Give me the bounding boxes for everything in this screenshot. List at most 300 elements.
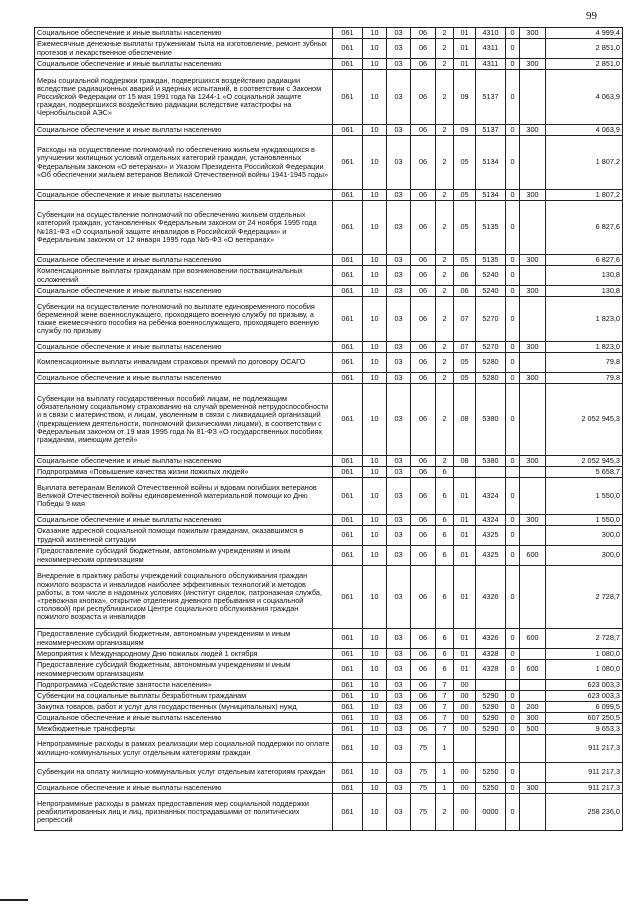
row-code xyxy=(520,353,546,373)
row-code: 00 xyxy=(454,724,476,735)
row-code: 5380 xyxy=(476,384,506,456)
table-row xyxy=(35,783,623,794)
row-code: 01 xyxy=(454,526,476,546)
row-code: 03 xyxy=(387,794,411,831)
row-code: 03 xyxy=(387,384,411,456)
row-amount: 4 999,4 xyxy=(546,28,623,39)
row-code: 061 xyxy=(333,136,363,190)
row-amount: 1 807,2 xyxy=(546,136,623,190)
row-code xyxy=(520,39,546,59)
row-code: 061 xyxy=(333,660,363,680)
row-description: Предоставление субсидий бюджетным, автономным учреждениям и иным некоммерческим организациям xyxy=(35,629,333,649)
row-code: 2 xyxy=(436,125,454,136)
row-code: 0 xyxy=(506,125,520,136)
row-code: 061 xyxy=(333,794,363,831)
row-code: 300 xyxy=(520,125,546,136)
row-code: 06 xyxy=(411,136,436,190)
row-code: 061 xyxy=(333,353,363,373)
row-code: 03 xyxy=(387,70,411,125)
row-amount: 300,0 xyxy=(546,526,623,546)
row-code: 061 xyxy=(333,680,363,691)
row-code: 0 xyxy=(506,190,520,201)
row-code xyxy=(520,763,546,783)
row-code: 061 xyxy=(333,724,363,735)
row-code: 03 xyxy=(387,467,411,478)
row-code: 01 xyxy=(454,59,476,70)
row-code: 300 xyxy=(520,255,546,266)
row-code: 0 xyxy=(506,456,520,467)
row-code: 06 xyxy=(454,266,476,286)
table-row xyxy=(35,125,623,136)
row-code: 06 xyxy=(411,467,436,478)
row-code: 03 xyxy=(387,266,411,286)
row-code xyxy=(454,735,476,763)
row-description: Выплата ветеранам Великой Отечественной войны и вдовам погибших ветеранов Великой Отечественной войны единовременной материальной помощи ко Дню Победы 9 мая xyxy=(35,478,333,515)
table-row xyxy=(35,353,623,373)
row-code: 06 xyxy=(411,28,436,39)
row-code: 2 xyxy=(436,136,454,190)
row-code: 7 xyxy=(436,680,454,691)
row-code xyxy=(520,266,546,286)
row-code: 0 xyxy=(506,724,520,735)
row-code: 2 xyxy=(436,28,454,39)
row-code xyxy=(520,794,546,831)
row-code: 06 xyxy=(411,201,436,255)
row-code: 300 xyxy=(520,515,546,526)
row-code: 4324 xyxy=(476,478,506,515)
row-code: 061 xyxy=(333,629,363,649)
row-amount: 607 250,5 xyxy=(546,713,623,724)
table-row xyxy=(35,467,623,478)
row-amount: 6 827,6 xyxy=(546,255,623,266)
row-code: 5380 xyxy=(476,456,506,467)
row-amount: 911 217,3 xyxy=(546,763,623,783)
row-code xyxy=(520,70,546,125)
row-code: 10 xyxy=(363,783,387,794)
row-code: 03 xyxy=(387,713,411,724)
row-amount: 623 003,3 xyxy=(546,691,623,702)
row-description: Субвенции на социальные выплаты безработным гражданам xyxy=(35,691,333,702)
row-code: 5240 xyxy=(476,286,506,297)
table-row xyxy=(35,70,623,125)
row-description: Субвенции на осуществление полномочий по выплате единовременного пособия беременной жене военнослужащего, проходящего военную службу по призыву, а также ежемесячного пособия на ребёнка военнослужащего, проходящего военную службу по призыву xyxy=(35,297,333,342)
row-code: 10 xyxy=(363,702,387,713)
row-code: 75 xyxy=(411,783,436,794)
row-code xyxy=(506,735,520,763)
row-code: 2 xyxy=(436,70,454,125)
row-code: 10 xyxy=(363,286,387,297)
row-code: 10 xyxy=(363,342,387,353)
row-code: 03 xyxy=(387,680,411,691)
row-amount: 9 653,3 xyxy=(546,724,623,735)
row-code: 03 xyxy=(387,373,411,384)
row-amount: 2 851,0 xyxy=(546,59,623,70)
row-code: 5290 xyxy=(476,724,506,735)
row-code: 4325 xyxy=(476,526,506,546)
row-code: 200 xyxy=(520,702,546,713)
row-code: 05 xyxy=(454,255,476,266)
row-code: 4328 xyxy=(476,660,506,680)
row-amount: 130,8 xyxy=(546,286,623,297)
row-code: 061 xyxy=(333,28,363,39)
row-code: 061 xyxy=(333,286,363,297)
row-code: 10 xyxy=(363,467,387,478)
table-row xyxy=(35,190,623,201)
row-amount: 300,0 xyxy=(546,546,623,566)
row-code: 061 xyxy=(333,546,363,566)
row-code: 061 xyxy=(333,515,363,526)
table-row xyxy=(35,794,623,831)
row-amount: 1 823,0 xyxy=(546,297,623,342)
row-code: 10 xyxy=(363,735,387,763)
row-code: 06 xyxy=(411,342,436,353)
row-code: 03 xyxy=(387,763,411,783)
row-code: 061 xyxy=(333,59,363,70)
row-code: 0 xyxy=(506,649,520,660)
row-code: 1 xyxy=(436,783,454,794)
row-code: 7 xyxy=(436,713,454,724)
row-code: 4311 xyxy=(476,39,506,59)
table-row xyxy=(35,136,623,190)
row-code: 03 xyxy=(387,735,411,763)
row-code: 10 xyxy=(363,28,387,39)
row-code: 2 xyxy=(436,373,454,384)
row-code: 0 xyxy=(506,515,520,526)
row-code: 6 xyxy=(436,546,454,566)
row-amount: 130,8 xyxy=(546,266,623,286)
row-description: Меры социальной поддержки граждан, подвергшихся воздействию радиации вследствие радиационных аварий и ядерных испытаний, в соответствии с Законом Российской Федерации от 15 мая 1991 года № 1244-1 «О социальной защите граждан, подвергшихся воздействию радиации вследствие катастрофы на Чернобыльской АЭС» xyxy=(35,70,333,125)
row-code: 06 xyxy=(454,286,476,297)
row-code: 7 xyxy=(436,691,454,702)
row-code: 08 xyxy=(454,384,476,456)
table-row xyxy=(35,546,623,566)
row-code: 6 xyxy=(436,649,454,660)
row-code: 2 xyxy=(436,255,454,266)
row-code: 10 xyxy=(363,70,387,125)
row-description: Компенсационные выплаты гражданам при возникновении поствакцинальных осложнений xyxy=(35,266,333,286)
row-code: 75 xyxy=(411,735,436,763)
row-code: 03 xyxy=(387,255,411,266)
row-code: 10 xyxy=(363,125,387,136)
table-row xyxy=(35,763,623,783)
row-code: 01 xyxy=(454,39,476,59)
row-code: 09 xyxy=(454,125,476,136)
row-code: 00 xyxy=(454,763,476,783)
row-code: 03 xyxy=(387,783,411,794)
row-code: 2 xyxy=(436,201,454,255)
table-row xyxy=(35,526,623,546)
row-amount: 2 851,0 xyxy=(546,39,623,59)
row-code: 5137 xyxy=(476,125,506,136)
row-code: 01 xyxy=(454,566,476,629)
row-code: 5134 xyxy=(476,136,506,190)
row-code xyxy=(520,384,546,456)
row-code: 061 xyxy=(333,125,363,136)
row-code: 6 xyxy=(436,566,454,629)
row-code: 061 xyxy=(333,266,363,286)
table-row xyxy=(35,702,623,713)
row-code: 03 xyxy=(387,660,411,680)
row-code xyxy=(520,566,546,629)
row-code: 00 xyxy=(454,691,476,702)
row-code: 10 xyxy=(363,649,387,660)
row-code: 01 xyxy=(454,546,476,566)
row-code: 4326 xyxy=(476,629,506,649)
row-code: 5270 xyxy=(476,297,506,342)
row-amount: 5 658,7 xyxy=(546,467,623,478)
row-code: 00 xyxy=(454,783,476,794)
row-code: 03 xyxy=(387,456,411,467)
row-amount: 79,8 xyxy=(546,373,623,384)
row-code: 10 xyxy=(363,629,387,649)
row-code: 10 xyxy=(363,266,387,286)
row-code: 061 xyxy=(333,783,363,794)
row-code: 0 xyxy=(506,353,520,373)
row-code: 5290 xyxy=(476,713,506,724)
row-code: 061 xyxy=(333,70,363,125)
row-code: 2 xyxy=(436,794,454,831)
row-code: 03 xyxy=(387,28,411,39)
table-row xyxy=(35,515,623,526)
row-code: 10 xyxy=(363,566,387,629)
table-row xyxy=(35,691,623,702)
row-amount: 4 063,9 xyxy=(546,125,623,136)
row-code: 00 xyxy=(454,794,476,831)
table-row xyxy=(35,660,623,680)
row-code: 10 xyxy=(363,384,387,456)
row-code: 6 xyxy=(436,515,454,526)
row-code xyxy=(476,680,506,691)
row-code: 01 xyxy=(454,629,476,649)
row-code: 600 xyxy=(520,629,546,649)
row-code: 4310 xyxy=(476,28,506,39)
row-code: 07 xyxy=(454,342,476,353)
row-code: 300 xyxy=(520,783,546,794)
row-amount: 79,8 xyxy=(546,353,623,373)
row-code: 0 xyxy=(506,702,520,713)
row-code: 0 xyxy=(506,526,520,546)
footer-rule xyxy=(0,899,28,901)
row-code: 600 xyxy=(520,660,546,680)
row-code: 0 xyxy=(506,342,520,353)
row-code: 0 xyxy=(506,546,520,566)
row-code: 5250 xyxy=(476,783,506,794)
row-code: 10 xyxy=(363,373,387,384)
row-code: 06 xyxy=(411,255,436,266)
row-amount: 911 217,3 xyxy=(546,783,623,794)
row-code: 03 xyxy=(387,546,411,566)
row-code: 03 xyxy=(387,190,411,201)
row-code: 1 xyxy=(436,735,454,763)
row-code: 0 xyxy=(506,201,520,255)
row-code: 6 xyxy=(436,660,454,680)
row-code: 06 xyxy=(411,70,436,125)
row-code: 10 xyxy=(363,39,387,59)
row-amount: 1 080,0 xyxy=(546,649,623,660)
table-row xyxy=(35,39,623,59)
row-code: 06 xyxy=(411,526,436,546)
row-code: 4311 xyxy=(476,59,506,70)
row-code: 061 xyxy=(333,763,363,783)
row-code: 0 xyxy=(506,566,520,629)
row-code: 0 xyxy=(506,59,520,70)
row-code: 0 xyxy=(506,286,520,297)
row-code: 0 xyxy=(506,384,520,456)
row-code: 7 xyxy=(436,724,454,735)
table-row xyxy=(35,201,623,255)
row-description: Социальное обеспечение и иные выплаты населению xyxy=(35,190,333,201)
row-code: 10 xyxy=(363,763,387,783)
row-description: Ежемесячные денежные выплаты труженикам тыла на изготовление, ремонт зубных протезов и лекарственное обеспечение xyxy=(35,39,333,59)
row-code: 2 xyxy=(436,286,454,297)
row-code: 06 xyxy=(411,515,436,526)
row-code: 03 xyxy=(387,515,411,526)
row-code: 05 xyxy=(454,201,476,255)
row-code: 06 xyxy=(411,724,436,735)
row-code: 03 xyxy=(387,136,411,190)
table-row xyxy=(35,649,623,660)
row-code: 06 xyxy=(411,691,436,702)
row-code xyxy=(454,467,476,478)
row-code: 061 xyxy=(333,467,363,478)
row-code: 03 xyxy=(387,59,411,70)
row-code: 03 xyxy=(387,526,411,546)
row-code xyxy=(520,297,546,342)
row-amount: 4 063,9 xyxy=(546,70,623,125)
row-code: 061 xyxy=(333,201,363,255)
budget-table-body xyxy=(35,28,623,831)
row-code: 0 xyxy=(506,39,520,59)
row-code: 300 xyxy=(520,373,546,384)
row-code: 03 xyxy=(387,125,411,136)
row-code: 03 xyxy=(387,702,411,713)
row-amount: 911 217,3 xyxy=(546,735,623,763)
row-description: Компенсационные выплаты инвалидам страховых премий по договору ОСАГО xyxy=(35,353,333,373)
table-row xyxy=(35,28,623,39)
table-row xyxy=(35,59,623,70)
row-code xyxy=(506,680,520,691)
row-code: 300 xyxy=(520,59,546,70)
table-row xyxy=(35,384,623,456)
row-code: 061 xyxy=(333,526,363,546)
row-code: 06 xyxy=(411,478,436,515)
row-description: Непрограммные расходы в рамках предоставления мер социальной поддержки реабилитированных лиц и лиц, признанных пострадавшими от политических репрессий xyxy=(35,794,333,831)
row-description: Социальное обеспечение и иные выплаты населению xyxy=(35,59,333,70)
row-code: 75 xyxy=(411,794,436,831)
row-code: 6 xyxy=(436,526,454,546)
row-code: 5270 xyxy=(476,342,506,353)
row-code: 03 xyxy=(387,629,411,649)
row-code: 10 xyxy=(363,255,387,266)
row-code: 06 xyxy=(411,353,436,373)
row-code: 061 xyxy=(333,190,363,201)
row-code: 05 xyxy=(454,353,476,373)
row-description: Социальное обеспечение и иные выплаты населению xyxy=(35,713,333,724)
row-code: 00 xyxy=(454,702,476,713)
row-code: 06 xyxy=(411,456,436,467)
row-amount: 258 236,0 xyxy=(546,794,623,831)
row-code: 2 xyxy=(436,342,454,353)
row-amount: 2 728,7 xyxy=(546,629,623,649)
row-code: 0 xyxy=(506,763,520,783)
row-code: 10 xyxy=(363,353,387,373)
row-code: 061 xyxy=(333,478,363,515)
row-code: 0 xyxy=(506,373,520,384)
row-code: 10 xyxy=(363,456,387,467)
row-description: Социальное обеспечение и иные выплаты населению xyxy=(35,783,333,794)
row-amount: 2 052 945,3 xyxy=(546,384,623,456)
row-code: 01 xyxy=(454,478,476,515)
row-code: 06 xyxy=(411,59,436,70)
row-description: Межбюджетные трансферты xyxy=(35,724,333,735)
row-code: 5290 xyxy=(476,702,506,713)
row-code: 06 xyxy=(411,190,436,201)
row-code: 061 xyxy=(333,373,363,384)
row-amount: 6 099,5 xyxy=(546,702,623,713)
row-code: 0 xyxy=(506,713,520,724)
row-code: 07 xyxy=(454,297,476,342)
row-amount: 1 807,2 xyxy=(546,190,623,201)
row-code: 0 xyxy=(506,783,520,794)
row-code: 03 xyxy=(387,297,411,342)
row-code: 2 xyxy=(436,353,454,373)
row-code xyxy=(520,680,546,691)
row-code: 10 xyxy=(363,515,387,526)
row-amount: 1 080,0 xyxy=(546,660,623,680)
table-row xyxy=(35,629,623,649)
row-code: 2 xyxy=(436,190,454,201)
row-code: 0 xyxy=(506,629,520,649)
row-code: 10 xyxy=(363,794,387,831)
row-code: 10 xyxy=(363,478,387,515)
row-amount: 623 003,3 xyxy=(546,680,623,691)
row-code: 300 xyxy=(520,456,546,467)
row-code: 5250 xyxy=(476,763,506,783)
row-code: 01 xyxy=(454,649,476,660)
row-code: 2 xyxy=(436,384,454,456)
row-code: 300 xyxy=(520,713,546,724)
row-code: 06 xyxy=(411,649,436,660)
row-code: 6 xyxy=(436,629,454,649)
row-description: Внедрение в практику работы учреждений социального обслуживания граждан пожилого возраста и инвалидов наиболее эффективных технологий и методов работы, в том числе в надомных условиях (институт сиделок, патронажная служба, «тревожная кнопка», открытие отделения дневного пребывания и социальной столовой) при республиканском Центре социального обслуживания граждан пожилого возраста и инвалидов xyxy=(35,566,333,629)
row-code: 5135 xyxy=(476,201,506,255)
row-description: Подпрограмма «Повышение качества жизни пожилых людей» xyxy=(35,467,333,478)
row-description: Социальное обеспечение и иные выплаты населению xyxy=(35,286,333,297)
row-code: 061 xyxy=(333,39,363,59)
row-code: 0 xyxy=(506,136,520,190)
row-code: 01 xyxy=(454,28,476,39)
row-code: 2 xyxy=(436,39,454,59)
row-code: 03 xyxy=(387,649,411,660)
row-description: Закупка товаров, работ и услуг для государственных (муниципальных) нужд xyxy=(35,702,333,713)
row-code: 0 xyxy=(506,28,520,39)
row-code: 06 xyxy=(411,660,436,680)
row-description: Социальное обеспечение и иные выплаты населению xyxy=(35,255,333,266)
row-description: Социальное обеспечение и иные выплаты населению xyxy=(35,125,333,136)
table-row xyxy=(35,373,623,384)
row-code: 03 xyxy=(387,566,411,629)
row-code: 10 xyxy=(363,724,387,735)
row-code: 03 xyxy=(387,342,411,353)
row-code: 06 xyxy=(411,713,436,724)
row-code: 5290 xyxy=(476,691,506,702)
row-code: 061 xyxy=(333,342,363,353)
table-row xyxy=(35,566,623,629)
row-description: Социальное обеспечение и иные выплаты населению xyxy=(35,515,333,526)
table-row xyxy=(35,266,623,286)
row-code: 06 xyxy=(411,384,436,456)
row-code: 06 xyxy=(411,297,436,342)
